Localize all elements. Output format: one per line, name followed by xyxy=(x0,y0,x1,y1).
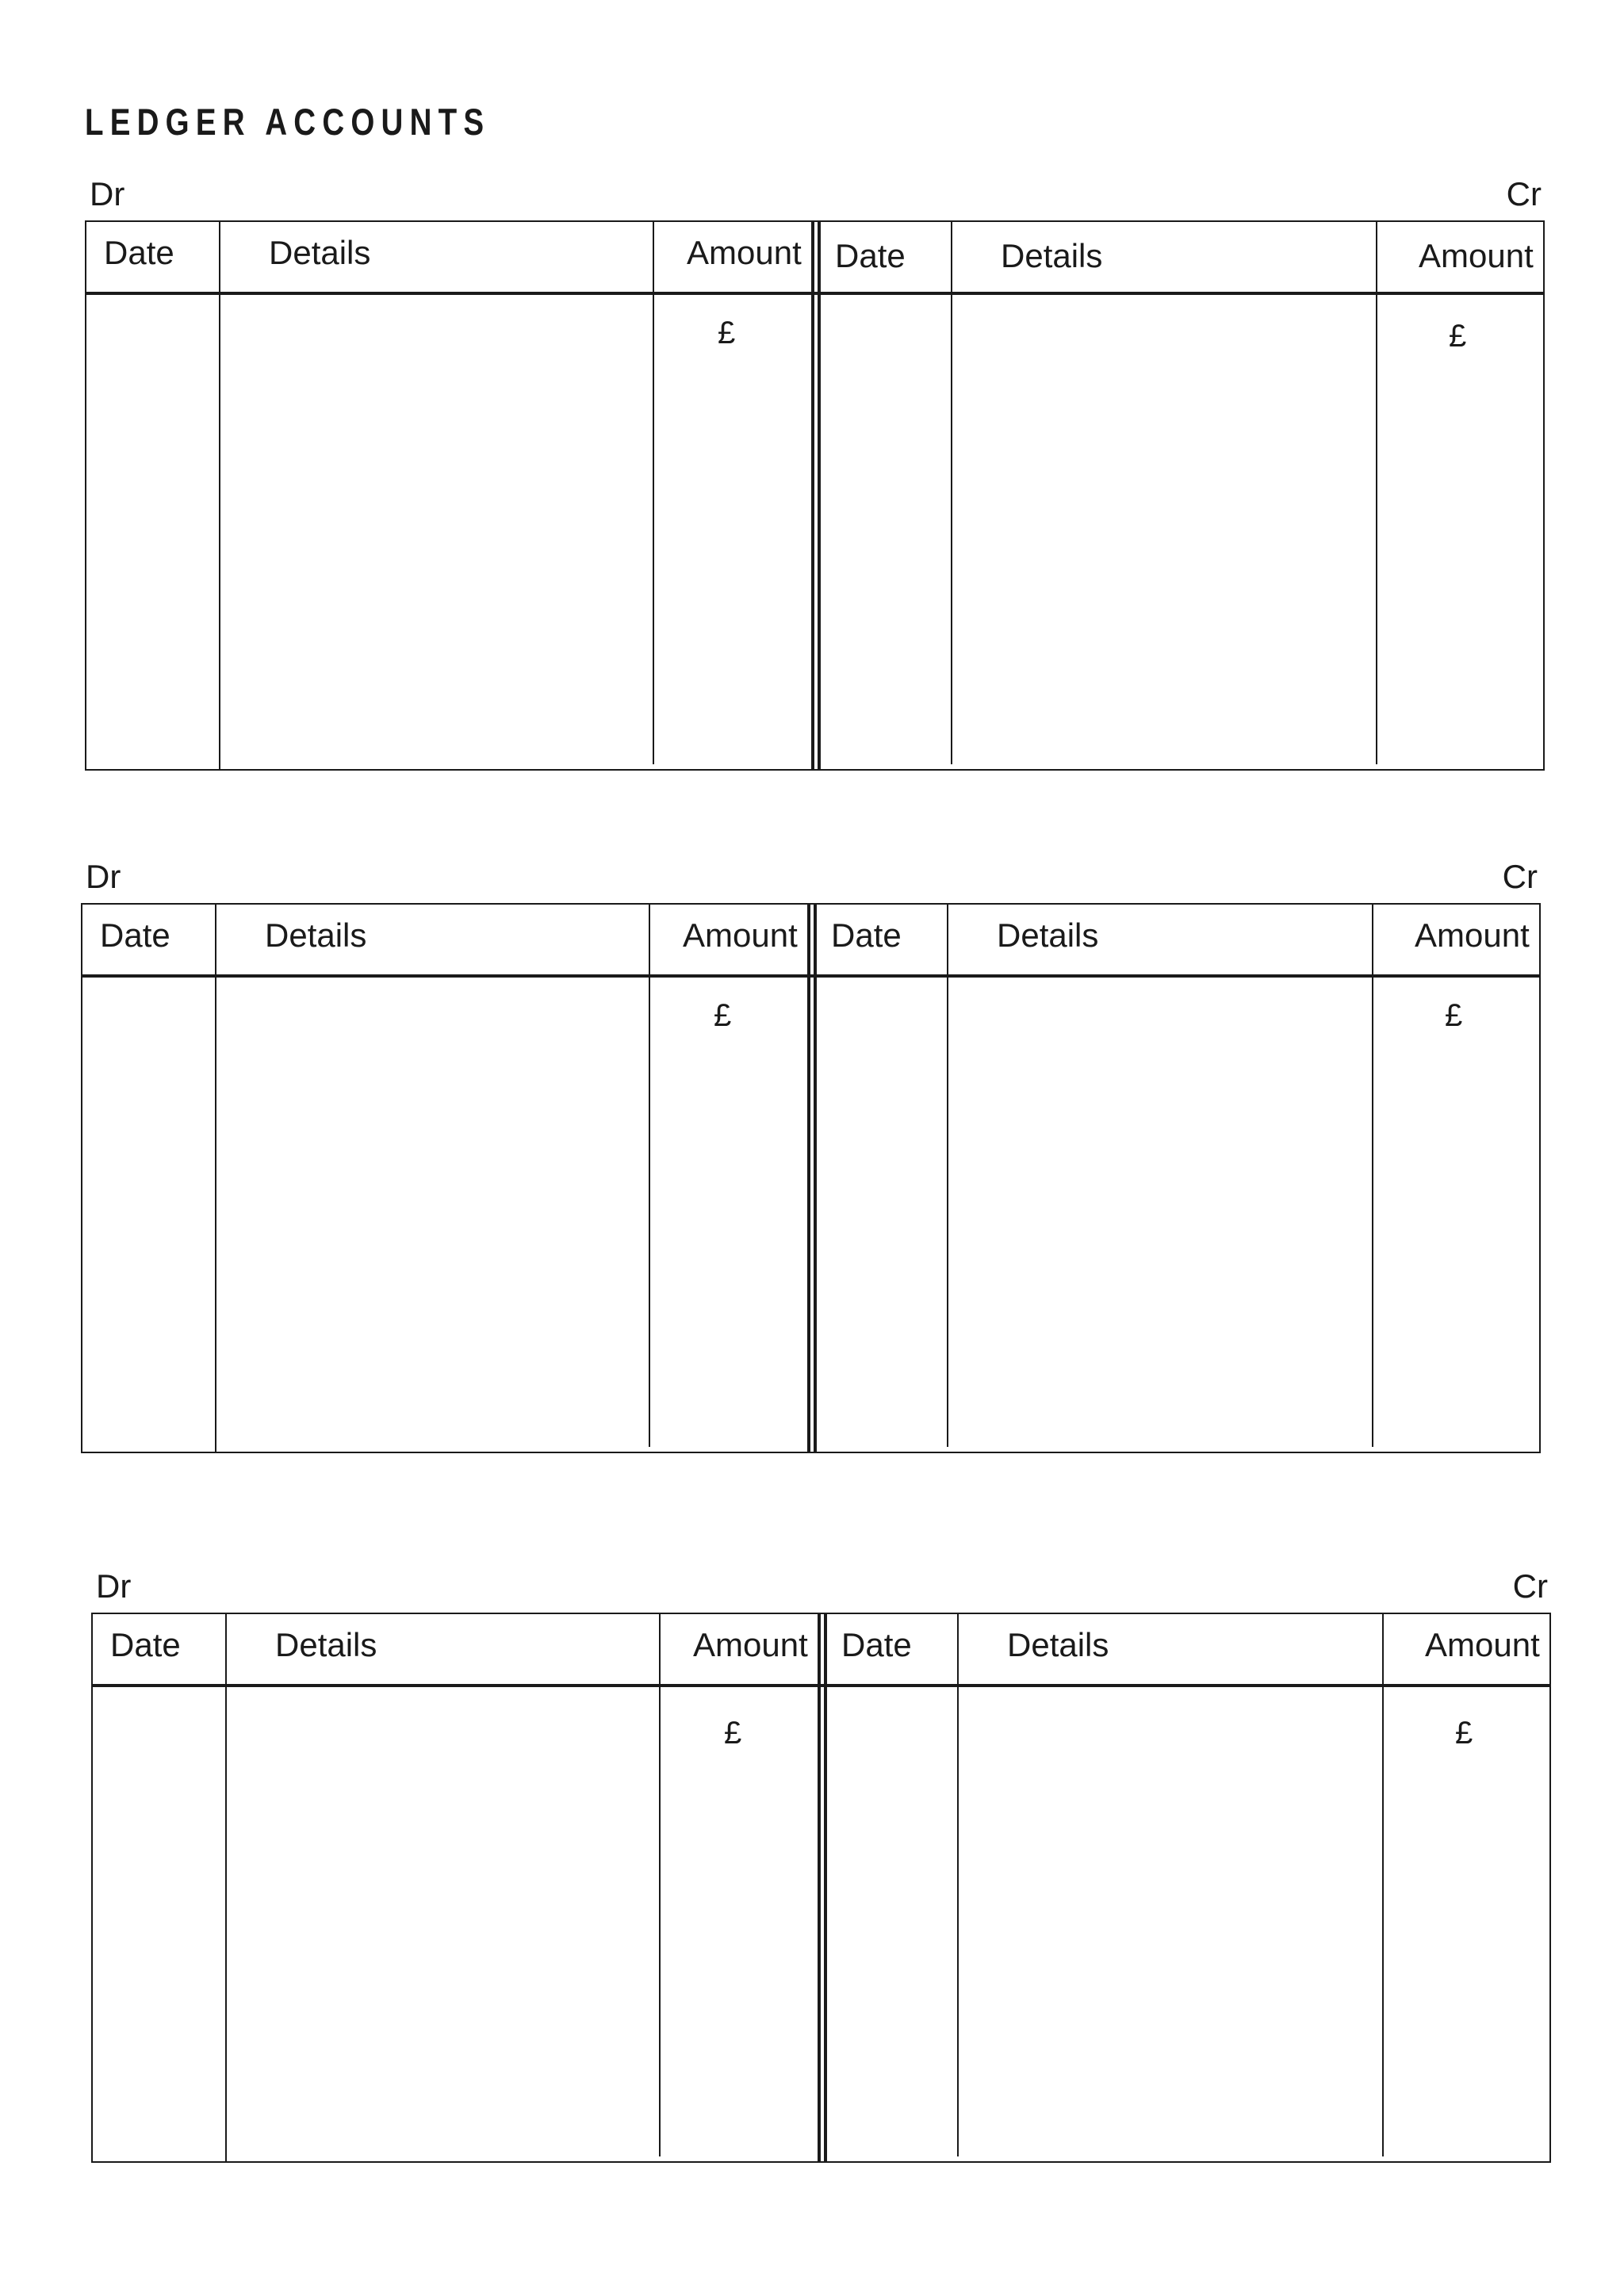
ledger-account xyxy=(91,1568,1553,2217)
debit-amount-header: Amount xyxy=(687,234,802,271)
column-divider xyxy=(1372,905,1373,1447)
credit-amount-header: Amount xyxy=(1415,916,1530,954)
credit-label: Cr xyxy=(1506,175,1542,212)
debit-label: Dr xyxy=(96,1567,132,1605)
debit-currency-symbol: £ xyxy=(714,998,732,1033)
debit-amount-header: Amount xyxy=(693,1626,808,1663)
credit-currency-symbol: £ xyxy=(1445,998,1463,1033)
debit-currency-symbol: £ xyxy=(718,316,736,350)
debit-amount-header: Amount xyxy=(683,916,798,954)
column-divider xyxy=(649,905,650,1447)
debit-date-header: Date xyxy=(104,234,174,271)
page-title: LEDGER ACCOUNTS xyxy=(85,101,491,143)
credit-currency-symbol: £ xyxy=(1449,319,1467,354)
debit-date-header: Date xyxy=(100,916,170,954)
debit-details-header: Details xyxy=(265,916,367,954)
credit-currency-symbol: £ xyxy=(1455,1716,1473,1751)
ledger-account xyxy=(81,859,1542,1507)
column-divider xyxy=(653,222,654,764)
column-divider xyxy=(1376,222,1377,764)
column-divider xyxy=(947,905,948,1447)
debit-details-header: Details xyxy=(275,1626,377,1663)
debit-label: Dr xyxy=(86,858,121,895)
column-divider xyxy=(225,1614,227,2161)
debit-details-header: Details xyxy=(269,234,371,271)
ledger-table xyxy=(91,1613,1551,2163)
credit-details-header: Details xyxy=(997,916,1099,954)
ledger-account xyxy=(85,176,1546,825)
column-divider xyxy=(1382,1614,1384,2156)
debit-credit-divider xyxy=(818,1614,827,2161)
debit-label: Dr xyxy=(90,175,125,212)
credit-date-header: Date xyxy=(831,916,902,954)
credit-details-header: Details xyxy=(1001,237,1103,274)
credit-date-header: Date xyxy=(841,1626,912,1663)
credit-date-header: Date xyxy=(835,237,906,274)
credit-label: Cr xyxy=(1512,1567,1548,1605)
column-divider xyxy=(215,905,216,1452)
credit-amount-header: Amount xyxy=(1419,237,1534,274)
ledger-table xyxy=(85,220,1545,771)
credit-details-header: Details xyxy=(1007,1626,1109,1663)
credit-label: Cr xyxy=(1502,858,1538,895)
debit-currency-symbol: £ xyxy=(724,1716,742,1751)
ledger-table xyxy=(81,903,1541,1453)
debit-credit-divider xyxy=(811,222,821,769)
column-divider xyxy=(659,1614,661,2156)
debit-credit-divider xyxy=(807,905,817,1452)
column-divider xyxy=(219,222,220,769)
credit-amount-header: Amount xyxy=(1425,1626,1540,1663)
column-divider xyxy=(957,1614,959,2156)
column-divider xyxy=(951,222,952,764)
debit-date-header: Date xyxy=(110,1626,181,1663)
